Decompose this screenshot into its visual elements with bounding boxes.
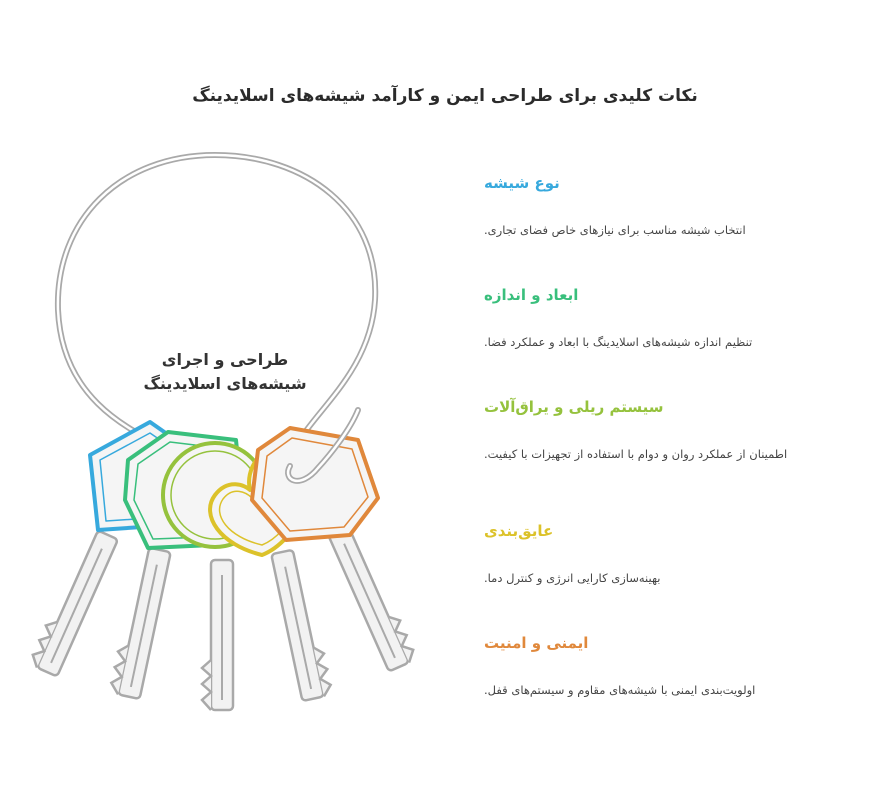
item-desc: انتخاب شیشه مناسب برای نیازهای خاص فضای تجاری.	[484, 223, 746, 237]
item-dimensions	[484, 286, 814, 350]
key-head-orange	[252, 428, 378, 540]
item-title: ایمنی و امنیت	[484, 634, 589, 652]
item-insulation	[484, 522, 814, 586]
key-1	[29, 527, 118, 677]
key-5	[328, 522, 417, 672]
item-title: ابعاد و اندازه	[484, 286, 579, 304]
item-title: سیستم ریلی و یراق‌آلات	[484, 398, 664, 416]
page-title: نکات کلیدی برای طراحی ایمن و کارآمد شیشه‌های اسلایدینگ	[192, 86, 698, 106]
item-desc: بهینه‌سازی کارایی انرژی و کنترل دما.	[484, 571, 661, 585]
key-2	[109, 546, 171, 699]
center-label: طراحی و اجرای شیشه‌های اسلایدینگ	[143, 350, 307, 393]
item-desc: اولویت‌بندی ایمنی با شیشه‌های مقاوم و سیستم‌های قفل.	[484, 683, 756, 697]
item-title: عایق‌بندی	[484, 522, 554, 540]
key-3	[202, 560, 233, 710]
item-safety	[484, 634, 814, 698]
item-desc: اطمینان از عملکرد روان و دوام با استفاده از تجهیزات با کیفیت.	[484, 447, 788, 461]
key-4	[271, 548, 333, 701]
item-title: نوع شیشه	[484, 174, 560, 192]
key-ring	[58, 155, 375, 458]
item-glass-type	[484, 174, 814, 238]
item-rail-system	[484, 398, 814, 462]
item-desc: تنظیم اندازه شیشه‌های اسلایدینگ با ابعاد و عملکرد فضا.	[484, 335, 753, 349]
